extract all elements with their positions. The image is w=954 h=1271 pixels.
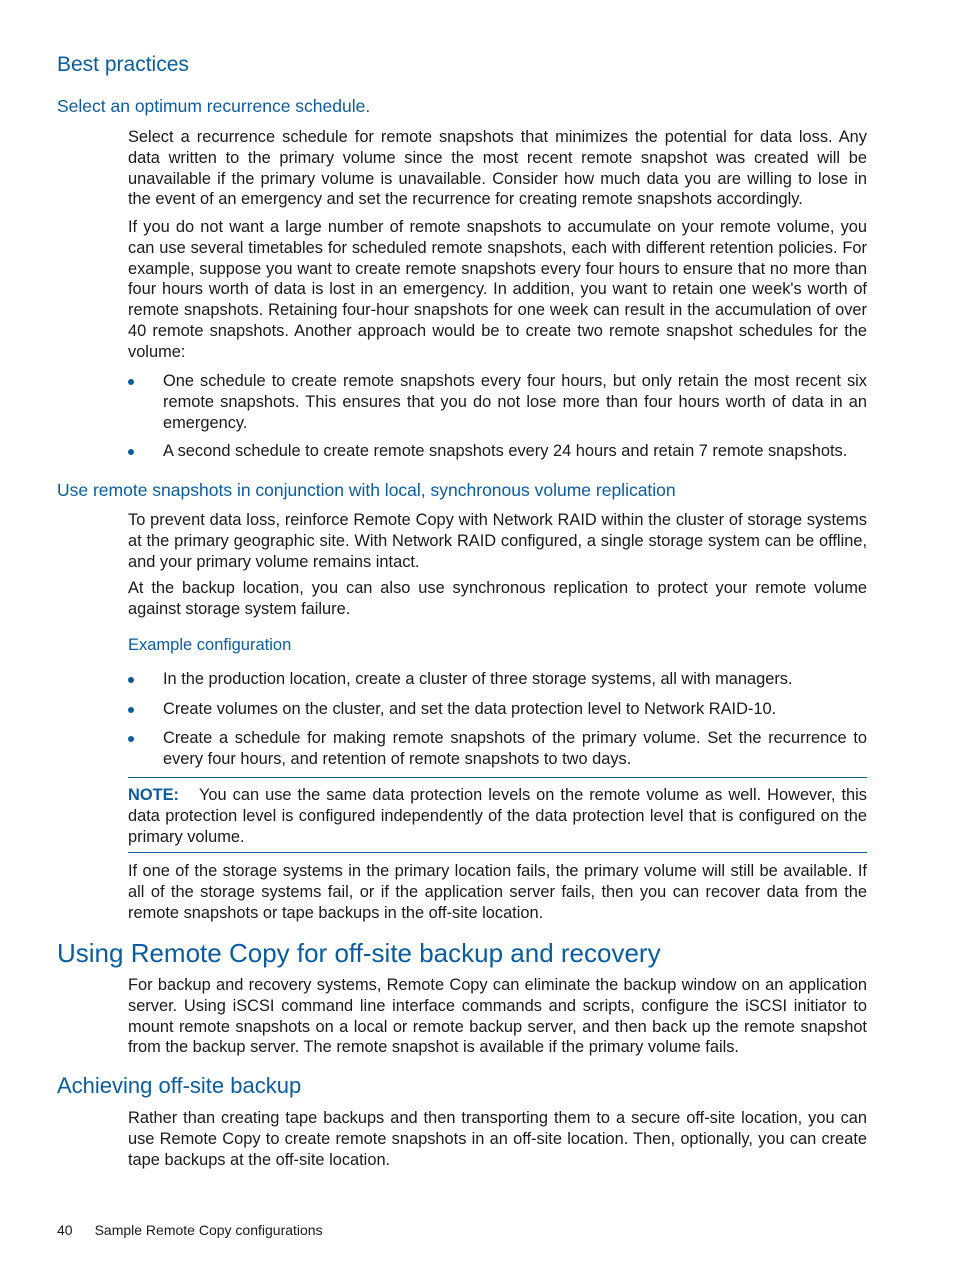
list-item: In the production location, create a cluster of three storage systems, all with managers. xyxy=(128,669,867,690)
heading-using-remote-copy: Using Remote Copy for off-site backup and recovery xyxy=(57,938,661,968)
heading-use-remote-snapshots: Use remote snapshots in conjunction with local, synchronous volume replication xyxy=(57,480,676,500)
page-number: 40 xyxy=(57,1222,73,1238)
bullet-icon xyxy=(128,736,134,742)
list-item: A second schedule to create remote snapshots every 24 hours and retain 7 remote snapshots. xyxy=(128,441,867,462)
bullet-icon xyxy=(128,379,134,385)
note-box xyxy=(128,785,867,847)
list-item: One schedule to create remote snapshots every four hours, but only retain the most recent six remote snapshots. This ensures that you do not lose more than four hours worth of data in an emergency. xyxy=(128,371,867,433)
paragraph-failure-recovery: If one of the storage systems in the primary location fails, the primary volume will still be available. If all of the storage systems fail, or if the application server fails, then you can recover data from the remote snapshots or tape backups in the off-site location. xyxy=(128,862,867,922)
paragraph-offsite-backup: Rather than creating tape backups and then transporting them to a secure off-site location, you can use Remote Copy to create remote snapshots in an off-site location. Then, optionally, you can create tape backups at the off-site location. xyxy=(128,1109,867,1169)
list-item: Create a schedule for making remote snapshots of the primary volume. Set the recurrence to every four hours, and retention of remote snapshots to two days. xyxy=(128,728,867,770)
heading-best-practices: Best practices xyxy=(57,53,189,76)
note-top-rule xyxy=(128,777,867,778)
list-item: Create volumes on the cluster, and set the data protection level to Network RAID-10. xyxy=(128,699,867,720)
page-footer xyxy=(57,1222,323,1238)
paragraph-schedule-intro: Select a recurrence schedule for remote snapshots that minimizes the potential for data loss. Any data written to the primary volume since the most recent remote snapshot was created will be unavailable if the primary volume is unavailable. Consider how much data you are willing to lose in the event of an emergency and set the recurrence for creating remote snapshots accordingly. xyxy=(128,128,867,209)
paragraph-timetables: If you do not want a large number of remote snapshots to accumulate on your remote volume, you can use several timetables for scheduled remote snapshots, each with different retention policies. For example, suppose you want to create remote snapshots every four hours to ensure that no more than four hours worth of data is lost in an emergency. In addition, you want to retain one week's worth of remote snapshots. Retaining four-hour snapshots for one week can result in the accumulation of over 40 remote snapshots. Another approach would be to create two remote snapshot schedules for the volume: xyxy=(128,218,867,361)
note-text: You can use the same data protection levels on the remote volume as well. However, this data protection level is configured independently of the data protection level that is configured on the primary volume. xyxy=(128,786,867,846)
heading-example-configuration: Example configuration xyxy=(128,636,292,654)
bullet-icon xyxy=(128,677,134,683)
bullet-icon xyxy=(128,449,134,455)
note-bottom-rule xyxy=(128,852,867,853)
paragraph-backup-location: At the backup location, you can also use synchronous replication to protect your remote volume against storage system failure. xyxy=(128,579,867,618)
heading-achieving-offsite-backup: Achieving off-site backup xyxy=(57,1073,302,1098)
paragraph-network-raid: To prevent data loss, reinforce Remote Copy with Network RAID within the cluster of storage systems at the primary geographic site. With Network RAID configured, a single storage system can be offline, and your primary volume remains intact. xyxy=(128,511,867,571)
footer-section-title: Sample Remote Copy configurations xyxy=(94,1222,323,1238)
paragraph-backup-recovery: For backup and recovery systems, Remote Copy can eliminate the backup window on an application server. Using iSCSI command line interface commands and scripts, configure the iSCSI initiator to mount remote snapshots on a local or remote backup server, and then back up the remote snapshot from the backup server. The remote snapshot is available if the primary volume fails. xyxy=(128,976,867,1057)
note-label: NOTE: xyxy=(128,786,179,804)
heading-select-schedule: Select an optimum recurrence schedule. xyxy=(57,96,371,116)
bullet-icon xyxy=(128,707,134,713)
